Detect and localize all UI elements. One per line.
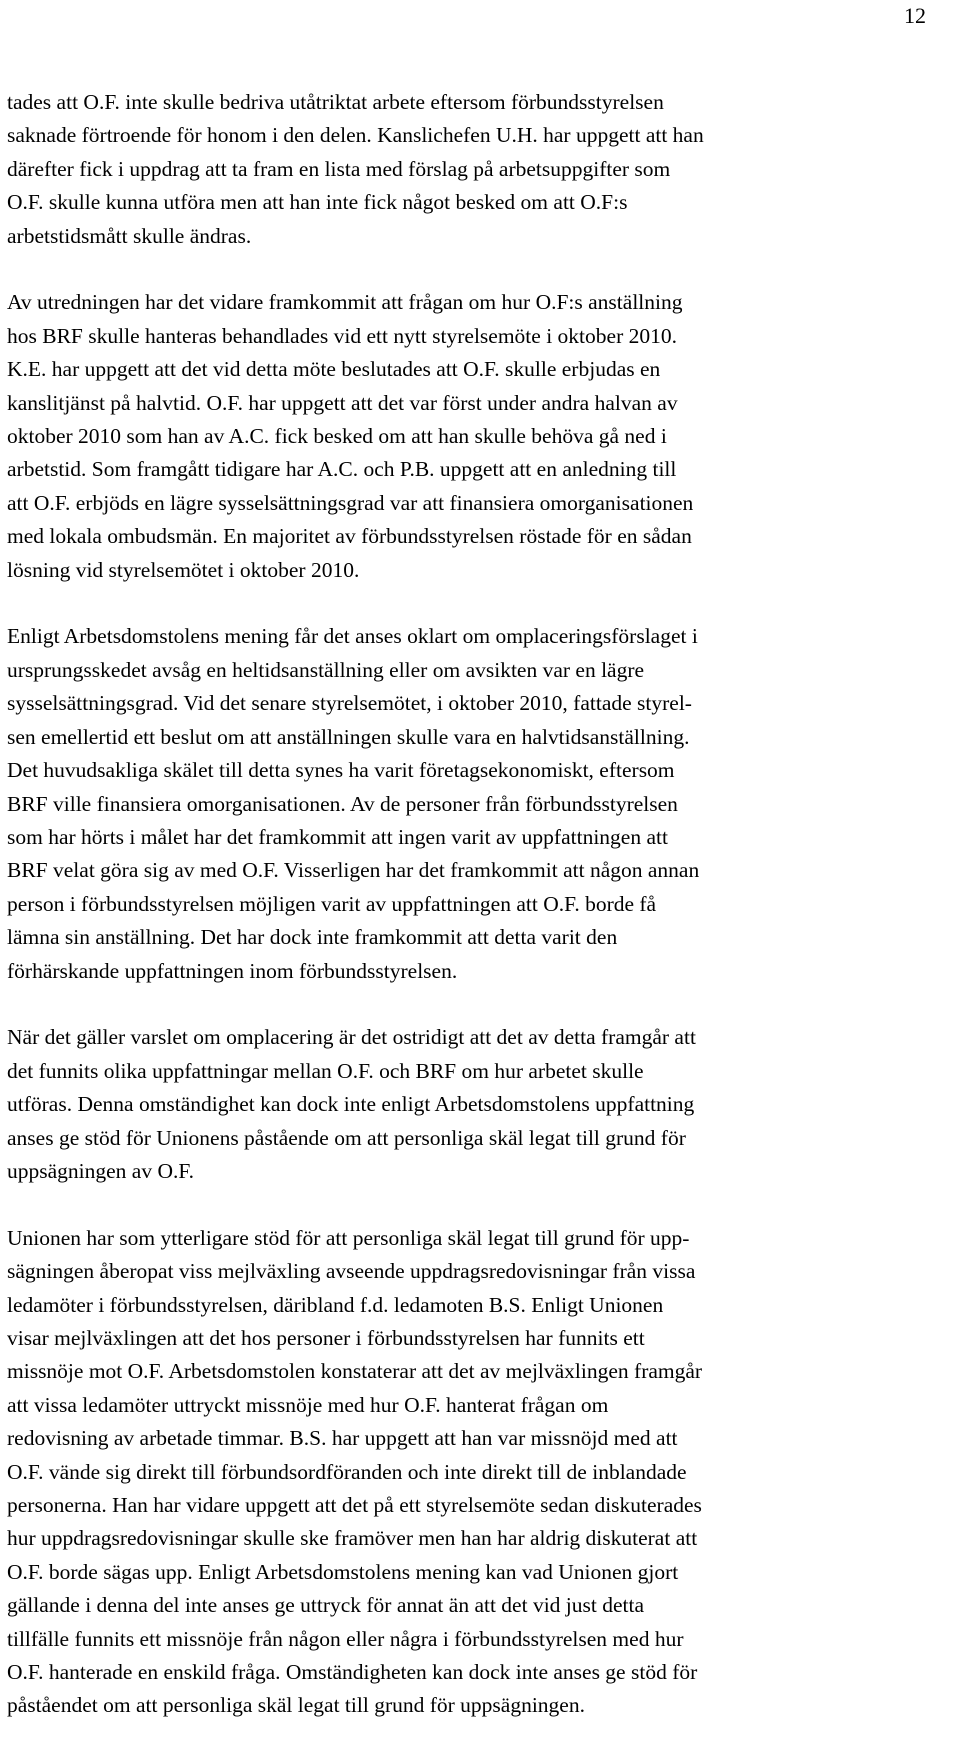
text-line: utföras. Denna omständighet kan dock inte enligt Arbetsdomstolens uppfattning bbox=[7, 1092, 695, 1117]
text-line: tades att O.F. inte skulle bedriva utåtriktat arbete eftersom förbundsstyrelsen bbox=[7, 90, 664, 114]
text-line: därefter fick i uppdrag att ta fram en lista med förslag på arbetsuppgifter som bbox=[7, 156, 671, 181]
text-line: anses ge stöd för Unionens påstående om att personliga skäl legat till grund för bbox=[7, 1125, 686, 1150]
text-line: oktober 2010 som han av A.C. fick besked om att han skulle behöva gå ned i bbox=[7, 424, 667, 449]
paragraph-gap bbox=[7, 253, 959, 286]
text-line: lösning vid styrelsemötet i oktober 2010. bbox=[7, 557, 360, 582]
text-line: som har hörts i målet har det framkommit att ingen varit av uppfattningen att bbox=[7, 824, 668, 849]
text-line: O.F. hanterade en enskild fråga. Omständigheten kan dock inte anses ge stöd för bbox=[7, 1660, 698, 1685]
text-line: arbetstid. Som framgått tidigare har A.C. och P.B. uppgett att en anledning till bbox=[7, 457, 677, 482]
text-line: visar mejlväxlingen att det hos personer i förbundsstyrelsen har funnits ett bbox=[7, 1325, 645, 1350]
text-line: hur uppdragsredovisningar skulle ske framöver men han har aldrig diskuterat att bbox=[7, 1526, 698, 1551]
text-line: BRF ville finansiera omorganisationen. Av de personer från förbundsstyrelsen bbox=[7, 791, 678, 816]
text-line: saknade förtroende för honom i den delen. Kanslichefen U.H. har uppgett att han bbox=[7, 123, 704, 148]
text-line: sägningen åberopat viss mejlväxling avseende uppdragsredovisningar från vissa bbox=[7, 1259, 696, 1284]
paragraph-gap bbox=[7, 1188, 959, 1221]
text-line: Av utredningen har det vidare framkommit att frågan om hur O.F:s anställning bbox=[7, 290, 683, 315]
text-line: sysselsättningsgrad. Vid det senare styrelsemötet, i oktober 2010, fattade styrel- bbox=[7, 691, 692, 716]
text-line: ursprungsskedet avsåg en heltidsanställning eller om avsikten var en lägre bbox=[7, 657, 645, 682]
paragraph bbox=[7, 86, 959, 253]
text-line: ledamöter i förbundsstyrelsen, däribland f.d. ledamoten B.S. Enligt Unionen bbox=[7, 1292, 664, 1317]
paragraph bbox=[7, 1222, 959, 1723]
text-line: Unionen har som ytterligare stöd för att personliga skäl legat till grund för upp- bbox=[7, 1225, 690, 1250]
text-line: O.F. vände sig direkt till förbundsordföranden och inte direkt till de inblandade bbox=[7, 1459, 687, 1484]
page-number: 12 bbox=[904, 3, 926, 28]
text-line: K.E. har uppgett att det vid detta möte beslutades att O.F. skulle erbjudas en bbox=[7, 357, 661, 382]
text-line: personerna. Han har vidare uppgett att det på ett styrelsemöte sedan diskuterades bbox=[7, 1493, 702, 1517]
text-line: arbetstidsmått skulle ändras. bbox=[7, 223, 252, 248]
text-line: person i förbundsstyrelsen möjligen varit av uppfattningen att O.F. borde få bbox=[7, 891, 657, 916]
text-line: det funnits olika uppfattningar mellan O.F. och BRF om hur arbetet skulle bbox=[7, 1058, 644, 1083]
text-line: påståendet om att personliga skäl legat till grund för uppsägningen. bbox=[7, 1693, 585, 1718]
text-line: uppsägningen av O.F. bbox=[7, 1158, 194, 1183]
paragraph-gap bbox=[7, 587, 959, 620]
text-line: Enligt Arbetsdomstolens mening får det anses oklart om omplaceringsförslaget i bbox=[7, 624, 698, 649]
text-line: När det gäller varslet om omplacering är det ostridigt att det av detta framgår att bbox=[7, 1025, 696, 1050]
text-line: lämna sin anställning. Det har dock inte framkommit att detta varit den bbox=[7, 925, 618, 950]
paragraph bbox=[7, 1021, 959, 1188]
paragraph bbox=[7, 286, 959, 587]
paragraph bbox=[7, 620, 959, 987]
document-body bbox=[7, 86, 959, 1723]
text-line: kanslitjänst på halvtid. O.F. har uppgett att det var först under andra halvan av bbox=[7, 390, 678, 415]
text-line: tillfälle funnits ett missnöje från någon eller några i förbundsstyrelsen med hur bbox=[7, 1626, 684, 1651]
text-line: att vissa ledamöter uttryckt missnöje med hur O.F. hanterat frågan om bbox=[7, 1392, 609, 1417]
text-line: hos BRF skulle hanteras behandlades vid ett nytt styrelsemöte i oktober 2010. bbox=[7, 323, 677, 348]
text-line: med lokala ombudsmän. En majoritet av förbundsstyrelsen röstade för en sådan bbox=[7, 524, 692, 549]
text-line: Det huvudsakliga skälet till detta synes ha varit företagsekonomiskt, eftersom bbox=[7, 758, 675, 783]
text-line: O.F. skulle kunna utföra men att han inte fick något besked om att O.F:s bbox=[7, 190, 628, 215]
text-line: gällande i denna del inte anses ge uttryck för annat än att det vid just detta bbox=[7, 1593, 645, 1618]
text-line: att O.F. erbjöds en lägre sysselsättningsgrad var att finansiera omorganisationen bbox=[7, 490, 694, 515]
text-line: O.F. borde sägas upp. Enligt Arbetsdomstolens mening kan vad Unionen gjort bbox=[7, 1559, 679, 1584]
text-line: BRF velat göra sig av med O.F. Visserligen har det framkommit att någon annan bbox=[7, 858, 700, 883]
text-line: redovisning av arbetade timmar. B.S. har uppgett att han var missnöjd med att bbox=[7, 1426, 678, 1451]
text-line: förhärskande uppfattningen inom förbundsstyrelsen. bbox=[7, 958, 458, 983]
text-line: missnöje mot O.F. Arbetsdomstolen konstaterar att det av mejlväxlingen framgår bbox=[7, 1359, 703, 1384]
text-line: sen emellertid ett beslut om att anställningen skulle vara en halvtidsanställning. bbox=[7, 724, 690, 749]
paragraph-gap bbox=[7, 988, 959, 1021]
